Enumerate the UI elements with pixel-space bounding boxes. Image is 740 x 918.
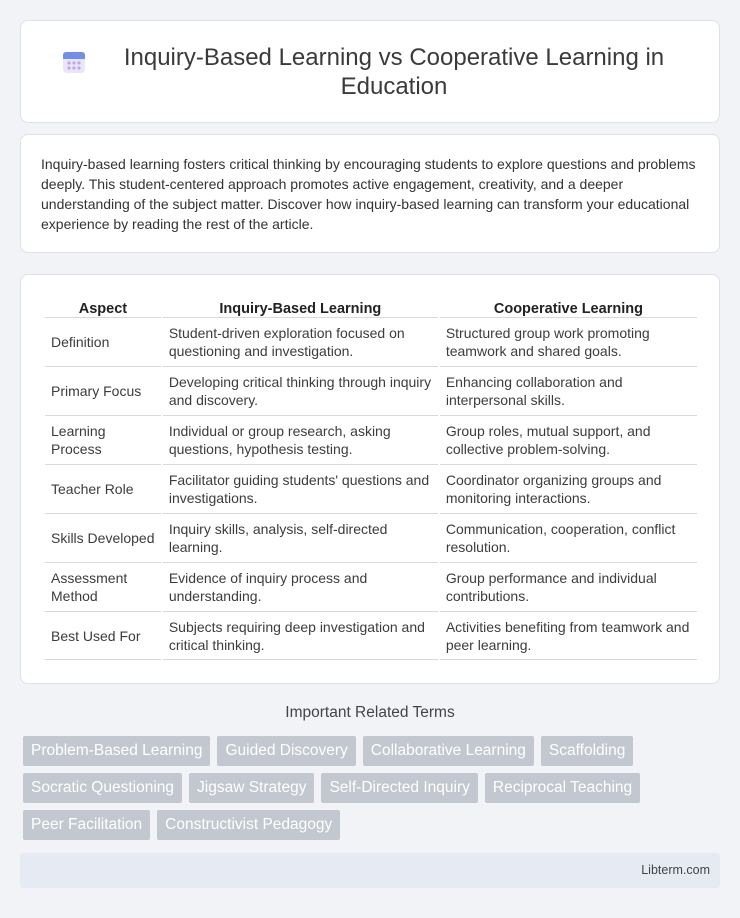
- comparison-card: [20, 274, 720, 684]
- table-header-row: [45, 297, 697, 317]
- page-title: Inquiry-Based Learning vs Cooperative Learning in Education: [123, 43, 665, 100]
- table-row: [45, 415, 697, 464]
- related-term-tag[interactable]: Peer Facilitation: [23, 810, 150, 840]
- tag-row: [23, 736, 723, 766]
- cell-inquiry: Student-driven exploration focused on questioning and investigation.: [163, 317, 438, 366]
- cell-aspect: Skills Developed: [45, 513, 161, 562]
- title-card: [20, 20, 720, 123]
- related-term-tag[interactable]: Socratic Questioning: [23, 773, 182, 803]
- cell-inquiry: Individual or group research, asking questions, hypothesis testing.: [163, 415, 438, 464]
- table-row: [45, 366, 697, 415]
- cell-cooperative: Communication, cooperation, conflict resolution.: [440, 513, 697, 562]
- header-aspect: Aspect: [78, 301, 128, 317]
- footer: [20, 853, 720, 888]
- cell-aspect: Learning Process: [45, 415, 161, 464]
- header-cooperative: Cooperative Learning: [493, 301, 643, 317]
- title-wrap: [21, 43, 719, 101]
- calendar-icon: [61, 49, 87, 75]
- cell-inquiry: Facilitator guiding students' questions and investigations.: [163, 464, 438, 513]
- related-term-tag[interactable]: Scaffolding: [541, 736, 633, 766]
- cell-cooperative: Enhancing collaboration and interpersonal skills.: [440, 366, 697, 415]
- table-row: [45, 317, 697, 366]
- related-term-tag[interactable]: Jigsaw Strategy: [189, 773, 314, 803]
- cell-aspect: Primary Focus: [45, 366, 161, 415]
- cell-cooperative: Group roles, mutual support, and collective problem-solving.: [440, 415, 697, 464]
- cell-inquiry: Developing critical thinking through inquiry and discovery.: [163, 366, 438, 415]
- cell-aspect: Definition: [45, 317, 161, 366]
- header-inquiry: Inquiry-Based Learning: [219, 301, 382, 317]
- related-term-tag[interactable]: Problem-Based Learning: [23, 736, 210, 766]
- cell-aspect: Teacher Role: [45, 464, 161, 513]
- cell-cooperative: Activities benefiting from teamwork and peer learning.: [440, 611, 697, 660]
- table-row: [45, 562, 697, 611]
- table-row: [45, 611, 697, 660]
- cell-aspect: Best Used For: [45, 611, 161, 660]
- related-term-tag[interactable]: Reciprocal Teaching: [485, 773, 640, 803]
- comparison-table: [43, 297, 699, 660]
- related-term-tag[interactable]: Guided Discovery: [217, 736, 355, 766]
- related-terms-list: [23, 736, 723, 847]
- table-row: [45, 464, 697, 513]
- related-term-tag[interactable]: Collaborative Learning: [363, 736, 534, 766]
- related-term-tag[interactable]: Self-Directed Inquiry: [321, 773, 477, 803]
- related-terms-title: Important Related Terms: [285, 704, 455, 721]
- intro-paragraph: Inquiry-based learning fosters critical thinking by encouraging students to explore questions and problems deeply. This student-centered approach promotes active engagement, creativity, and a deeper understanding of the subject matter. Discover how inquiry-based learning can transform your educational experience by reading the rest of the article.: [41, 156, 696, 232]
- related-term-tag[interactable]: Constructivist Pedagogy: [157, 810, 340, 840]
- footer-link[interactable]: Libterm.com: [641, 863, 710, 877]
- intro-card: [20, 134, 720, 253]
- cell-cooperative: Structured group work promoting teamwork and shared goals.: [440, 317, 697, 366]
- cell-aspect: Assessment Method: [45, 562, 161, 611]
- cell-cooperative: Group performance and individual contributions.: [440, 562, 697, 611]
- cell-cooperative: Coordinator organizing groups and monitoring interactions.: [440, 464, 697, 513]
- tag-row: [23, 810, 723, 840]
- cell-inquiry: Subjects requiring deep investigation and critical thinking.: [163, 611, 438, 660]
- cell-inquiry: Inquiry skills, analysis, self-directed learning.: [163, 513, 438, 562]
- tag-row: [23, 773, 723, 803]
- cell-inquiry: Evidence of inquiry process and understanding.: [163, 562, 438, 611]
- table-row: [45, 513, 697, 562]
